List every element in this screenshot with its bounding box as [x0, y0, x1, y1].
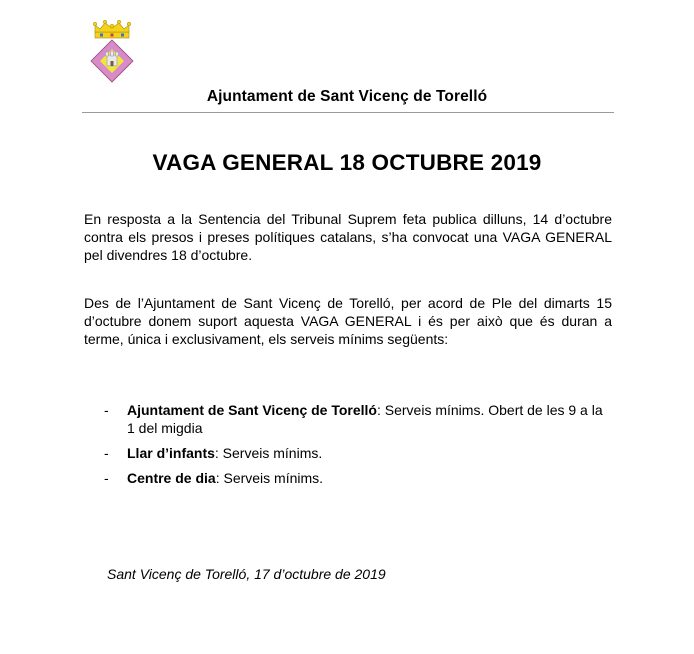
paragraph-support: Des de l’Ajuntament de Sant Vicenç de Torelló, per acord de Ple del dimarts 15 d’octubre donem suport aquesta VAGA GENERAL i és per això que és duran a terme, única i exclusivament, els serveis mínims següents: — [84, 295, 612, 347]
list-item — [104, 401, 614, 437]
list-bullet: - — [104, 445, 109, 461]
dateline: Sant Vicenç de Torelló, 17 d’octubre de 2019 — [107, 566, 386, 582]
service-detail: : Serveis mínims. — [214, 445, 323, 461]
organization-header: Ajuntament de Sant Vicenç de Torelló — [206, 88, 488, 105]
service-detail: : Serveis mínims. — [215, 470, 324, 486]
shield-icon — [91, 40, 133, 82]
list-bullet: - — [104, 470, 109, 486]
list-item — [104, 469, 614, 487]
municipal-crest-icon — [88, 18, 136, 84]
service-name: Ajuntament de Sant Vicenç de Torelló — [127, 402, 377, 418]
minimum-services-list — [104, 401, 614, 494]
service-name: Llar d’infants — [127, 445, 215, 461]
paragraph-intro: En resposta a la Sentencia del Tribunal Suprem feta publica dilluns, 14 d’octubre contra els presos i preses polítiques catalans, s’ha convocat una VAGA GENERAL pel divendres 18 d’octubre. — [84, 211, 612, 263]
service-name: Centre de dia — [127, 470, 216, 486]
list-bullet: - — [104, 402, 109, 418]
header-divider — [82, 112, 614, 113]
crown-icon — [93, 20, 131, 38]
document-title: VAGA GENERAL 18 OCTUBRE 2019 — [152, 150, 542, 175]
service-detail: : Serveis mínims. Obert de les 9 a la 1 del migdia — [127, 402, 603, 436]
list-item — [104, 444, 614, 462]
